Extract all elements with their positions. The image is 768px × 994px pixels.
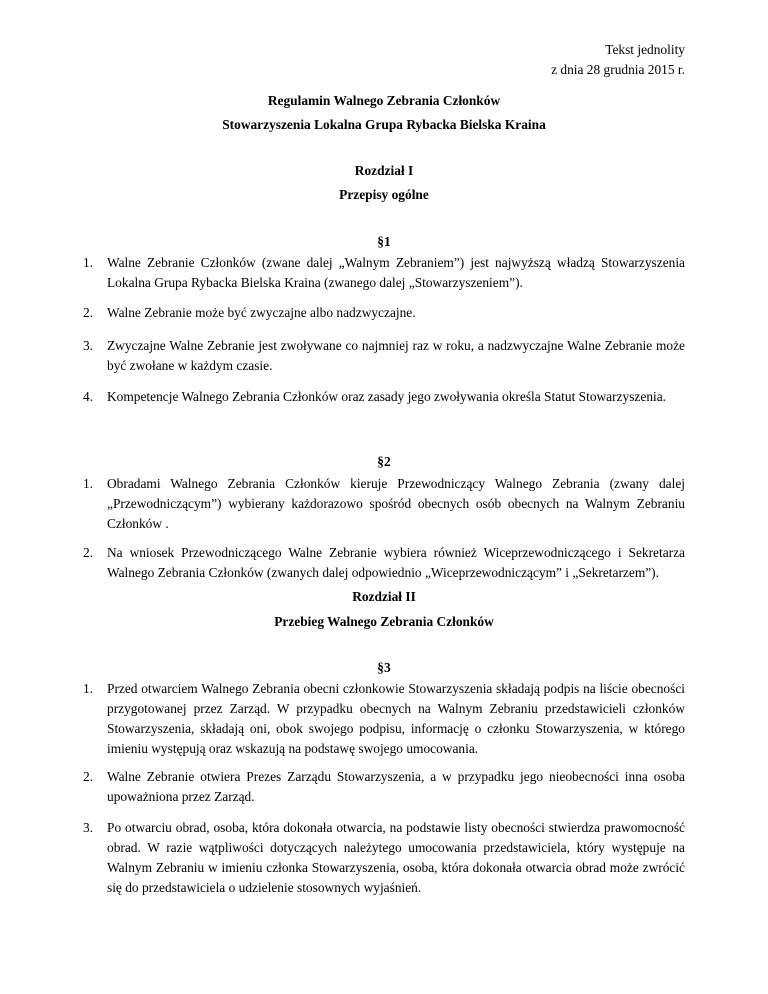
section-3-label: §3 — [377, 660, 391, 675]
item-number: 1. — [83, 476, 94, 491]
item-number: 4. — [83, 389, 94, 404]
title-line-1: Regulamin Walnego Zebrania Członków — [267, 93, 501, 108]
item-number: 2. — [83, 545, 94, 560]
header-line-2: z dnia 28 grudnia 2015 r. — [551, 62, 685, 77]
section-1-label: §1 — [377, 234, 391, 249]
item-text: Zwyczajne Walne Zebranie jest zwoływane co najmniej raz w roku, a nadzwyczajne Walne Zebranie może być zwołane w każdym czasie. — [107, 338, 685, 373]
title-line-2: Stowarzyszenia Lokalna Grupa Rybacka Bielska Kraina — [222, 117, 546, 132]
list-item — [83, 303, 685, 323]
list-item — [83, 767, 685, 807]
item-text: Na wniosek Przewodniczącego Walne Zebranie wybiera również Wiceprzewodniczącego i Sekretarza Walnego Zebrania Członków (zwanych dalej odpowiednio „Wiceprzewodniczącym” i „Sekretarzem”). — [107, 545, 685, 580]
list-item — [83, 818, 685, 898]
list-item — [83, 474, 685, 534]
item-number: 2. — [83, 305, 94, 320]
header-line-1: Tekst jednolity — [605, 42, 685, 57]
item-text: Walne Zebranie Członków (zwane dalej „Walnym Zebraniem”) jest najwyższą władzą Stowarzyszenia Lokalna Grupa Rybacka Bielska Kraina (zwanego dalej „Stowarzyszeniem”). — [107, 255, 685, 290]
item-number: 1. — [83, 681, 94, 696]
list-item — [83, 253, 685, 293]
section-2-label: §2 — [377, 454, 391, 469]
item-text: Kompetencje Walnego Zebrania Członków oraz zasady jego zwoływania określa Statut Stowarzyszenia. — [107, 389, 667, 404]
list-item — [83, 387, 685, 407]
item-text: Walne Zebranie otwiera Prezes Zarządu Stowarzyszenia, a w przypadku jego nieobecności inna osoba upoważniona przez Zarząd. — [107, 769, 685, 804]
chapter-1-name: Przepisy ogólne — [339, 187, 429, 202]
item-text: Obradami Walnego Zebrania Członków kieruje Przewodniczący Walnego Zebrania (zwany dalej „Przewodniczącym”) wybierany każdorazowo spośród obecnych osób obecnych na Walnym Zebraniu Członków . — [107, 476, 685, 531]
item-number: 3. — [83, 820, 94, 835]
list-item — [83, 336, 685, 376]
item-number: 2. — [83, 769, 94, 784]
item-number: 1. — [83, 255, 94, 270]
item-text: Po otwarciu obrad, osoba, która dokonała otwarcia, na podstawie listy obecności stwierdza prawomocność obrad. W razie wątpliwości dotyczących należytego umocowania przedstawiciela, który występuje na Walnym Zebraniu w imieniu członka Stowarzyszenia, osoba, która dokonała otwarcia obrad może zwrócić się do przedstawiciela o udzielenie stosownych wyjaśnień. — [107, 820, 685, 895]
item-number: 3. — [83, 338, 94, 353]
chapter-1-label: Rozdział I — [354, 163, 414, 178]
list-item — [83, 679, 685, 759]
item-text: Walne Zebranie może być zwyczajne albo nadzwyczajne. — [107, 305, 416, 320]
chapter-2-label: Rozdział II — [352, 589, 416, 604]
header-note — [551, 40, 685, 80]
chapter-2-name: Przebieg Walnego Zebrania Członków — [274, 614, 494, 629]
item-text: Przed otwarciem Walnego Zebrania obecni członkowie Stowarzyszenia składają podpis na liście obecności przygotowanej przez Zarząd. W przypadku obecnych na Walnym Zebraniu przedstawicieli członków Stowarzyszenia, składają oni, obok swojego podpisu, informację o członku Stowarzyszenia, w którego imieniu występują oraz wskazują na podstawę swojego umocowania. — [107, 681, 685, 756]
list-item — [83, 543, 685, 583]
